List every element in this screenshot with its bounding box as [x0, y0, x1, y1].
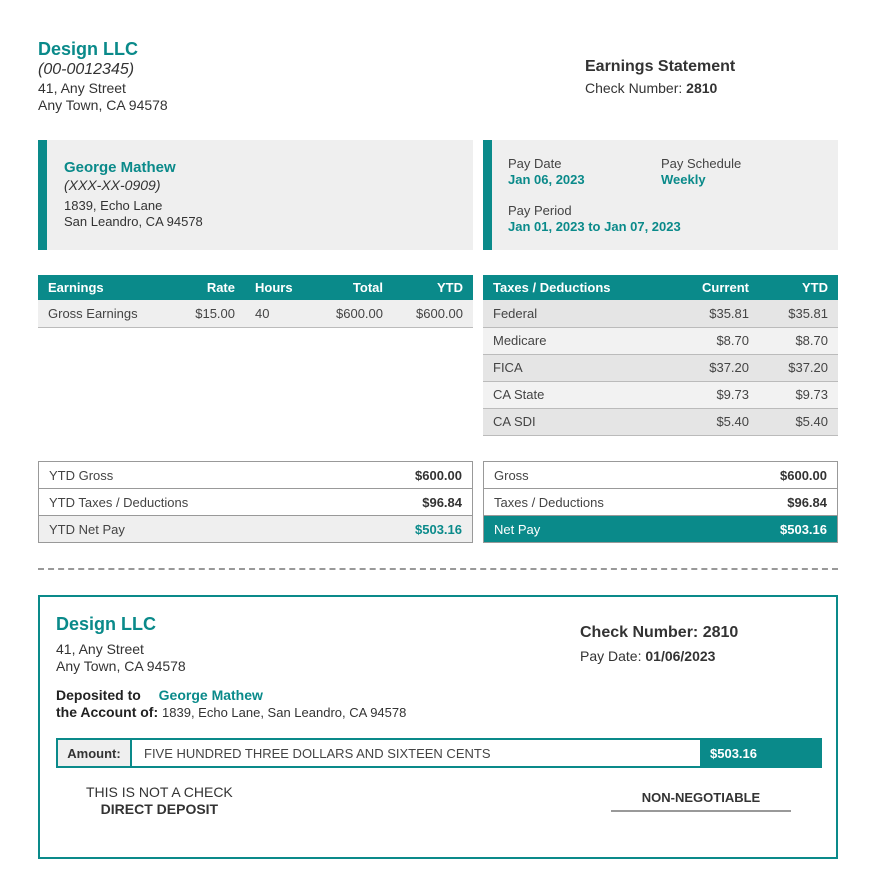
table-row: [483, 408, 838, 435]
pay-date-value: Jan 06, 2023: [508, 172, 585, 187]
check-number-value: 2810: [686, 80, 718, 96]
amount-label: Amount:: [58, 740, 132, 766]
pay-schedule-label: Pay Schedule: [661, 156, 742, 171]
earnings-header-row: [38, 275, 473, 300]
pay-schedule-value: Weekly: [661, 172, 706, 187]
check-number: Check Number: 2810: [580, 624, 739, 641]
ytd-summary: [38, 461, 473, 543]
employee-ssn: (XXX-XX-0909): [64, 177, 161, 193]
check-company-address-line1: 41, Any Street: [56, 641, 144, 657]
check-stub: [38, 595, 838, 859]
tax-ytd-cell: $35.81: [749, 300, 838, 327]
perforation-divider: [38, 568, 838, 570]
tax-name-cell: CA State: [483, 381, 663, 408]
table-row: [483, 327, 838, 354]
check-company-address-line2: Any Town, CA 94578: [56, 658, 186, 674]
ytd-gross-label: YTD Gross: [39, 462, 344, 489]
earnings-table: [38, 275, 473, 328]
ytd-gross-value: $600.00: [344, 462, 473, 489]
ytd-taxes-label: YTD Taxes / Deductions: [39, 489, 344, 516]
earnings-col-hours: Hours: [235, 275, 305, 300]
taxes-col-current: Current: [663, 275, 749, 300]
taxes-col-name: Taxes / Deductions: [483, 275, 663, 300]
deposit-block: [56, 687, 406, 721]
earnings-total-cell: $600.00: [305, 300, 383, 327]
check-pay-date-value: 01/06/2023: [645, 648, 716, 664]
tax-ytd-cell: $5.40: [749, 408, 838, 435]
pay-period-value: Jan 01, 2023 to Jan 07, 2023: [508, 219, 681, 234]
employee-address-line1: 1839, Echo Lane: [64, 198, 163, 213]
check-company-name: Design LLC: [56, 614, 157, 634]
statement-check-number: [585, 79, 735, 97]
earnings-hours-cell: 40: [235, 300, 305, 327]
employee-address-line2: San Leandro, CA 94578: [64, 214, 203, 229]
amount-words: FIVE HUNDRED THREE DOLLARS AND SIXTEEN CENTS: [144, 745, 491, 761]
tax-current-cell: $9.73: [663, 381, 749, 408]
current-taxes-row: [484, 489, 838, 516]
tax-ytd-cell: $9.73: [749, 381, 838, 408]
table-row: [38, 300, 473, 327]
table-row: [483, 354, 838, 381]
company-block: [38, 38, 168, 114]
current-gross-value: $600.00: [717, 462, 838, 489]
deposited-to-label: Deposited to: [56, 687, 141, 703]
earnings-col-ytd: YTD: [383, 275, 473, 300]
ytd-taxes-value: $96.84: [344, 489, 473, 516]
earnings-col-name: Earnings: [38, 275, 173, 300]
current-taxes-label: Taxes / Deductions: [484, 489, 717, 516]
table-row: [483, 300, 838, 327]
current-net-label: Net Pay: [484, 516, 717, 543]
not-a-check-text: THIS IS NOT A CHECK: [86, 784, 233, 800]
account-of-label: the Account of:: [56, 704, 159, 720]
earnings-col-total: Total: [305, 275, 383, 300]
payee-name: George Mathew: [158, 687, 263, 703]
check-pay-date-label: Pay Date:: [580, 648, 642, 664]
company-address-line1: 41, Any Street: [38, 80, 126, 96]
check-company-block: [56, 613, 186, 675]
tax-current-cell: $37.20: [663, 354, 749, 381]
tax-name-cell: Medicare: [483, 327, 663, 354]
tax-name-cell: CA SDI: [483, 408, 663, 435]
earnings-col-rate: Rate: [173, 275, 235, 300]
ytd-net-row: [39, 516, 473, 543]
table-row: [483, 381, 838, 408]
earnings-rate-cell: $15.00: [173, 300, 235, 327]
company-address-line2: Any Town, CA 94578: [38, 97, 168, 113]
tax-ytd-cell: $37.20: [749, 354, 838, 381]
pay-date-label: Pay Date: [508, 156, 562, 171]
ytd-net-value: $503.16: [344, 516, 473, 543]
pay-period-label: Pay Period: [508, 203, 572, 218]
payee-address: 1839, Echo Lane, San Leandro, CA 94578: [162, 705, 407, 720]
check-number-label: Check Number:: [585, 80, 683, 96]
tax-ytd-cell: $8.70: [749, 327, 838, 354]
tax-current-cell: $5.40: [663, 408, 749, 435]
current-taxes-value: $96.84: [717, 489, 838, 516]
earnings-name-cell: Gross Earnings: [38, 300, 173, 327]
tax-name-cell: FICA: [483, 354, 663, 381]
taxes-header-row: [483, 275, 838, 300]
current-gross-row: [484, 462, 838, 489]
employee-name: George Mathew: [64, 159, 176, 176]
statement-title: Earnings Statement: [585, 58, 736, 75]
amount-value: $503.16: [700, 740, 820, 766]
company-id: (00-0012345): [38, 61, 135, 78]
check-pay-date: [580, 647, 738, 665]
direct-deposit-text: DIRECT DEPOSIT: [100, 801, 219, 817]
earnings-ytd-cell: $600.00: [383, 300, 473, 327]
current-summary: [483, 461, 838, 543]
current-net-value: $503.16: [717, 516, 838, 543]
tax-current-cell: $35.81: [663, 300, 749, 327]
non-negotiable-label: NON-NEGOTIABLE: [611, 790, 791, 812]
ytd-net-label: YTD Net Pay: [39, 516, 344, 543]
employee-box: [38, 140, 473, 250]
statement-header: [585, 57, 735, 97]
company-name: Design LLC: [38, 39, 139, 59]
ytd-gross-row: [39, 462, 473, 489]
not-a-check-notice: [86, 784, 233, 818]
current-gross-label: Gross: [484, 462, 717, 489]
taxes-table: [483, 275, 838, 436]
pay-info-box: [483, 140, 838, 250]
current-net-row: [484, 516, 838, 543]
amount-row: [56, 738, 822, 768]
ytd-taxes-row: [39, 489, 473, 516]
tax-name-cell: Federal: [483, 300, 663, 327]
check-number-block: [580, 623, 738, 665]
tax-current-cell: $8.70: [663, 327, 749, 354]
taxes-col-ytd: YTD: [749, 275, 838, 300]
